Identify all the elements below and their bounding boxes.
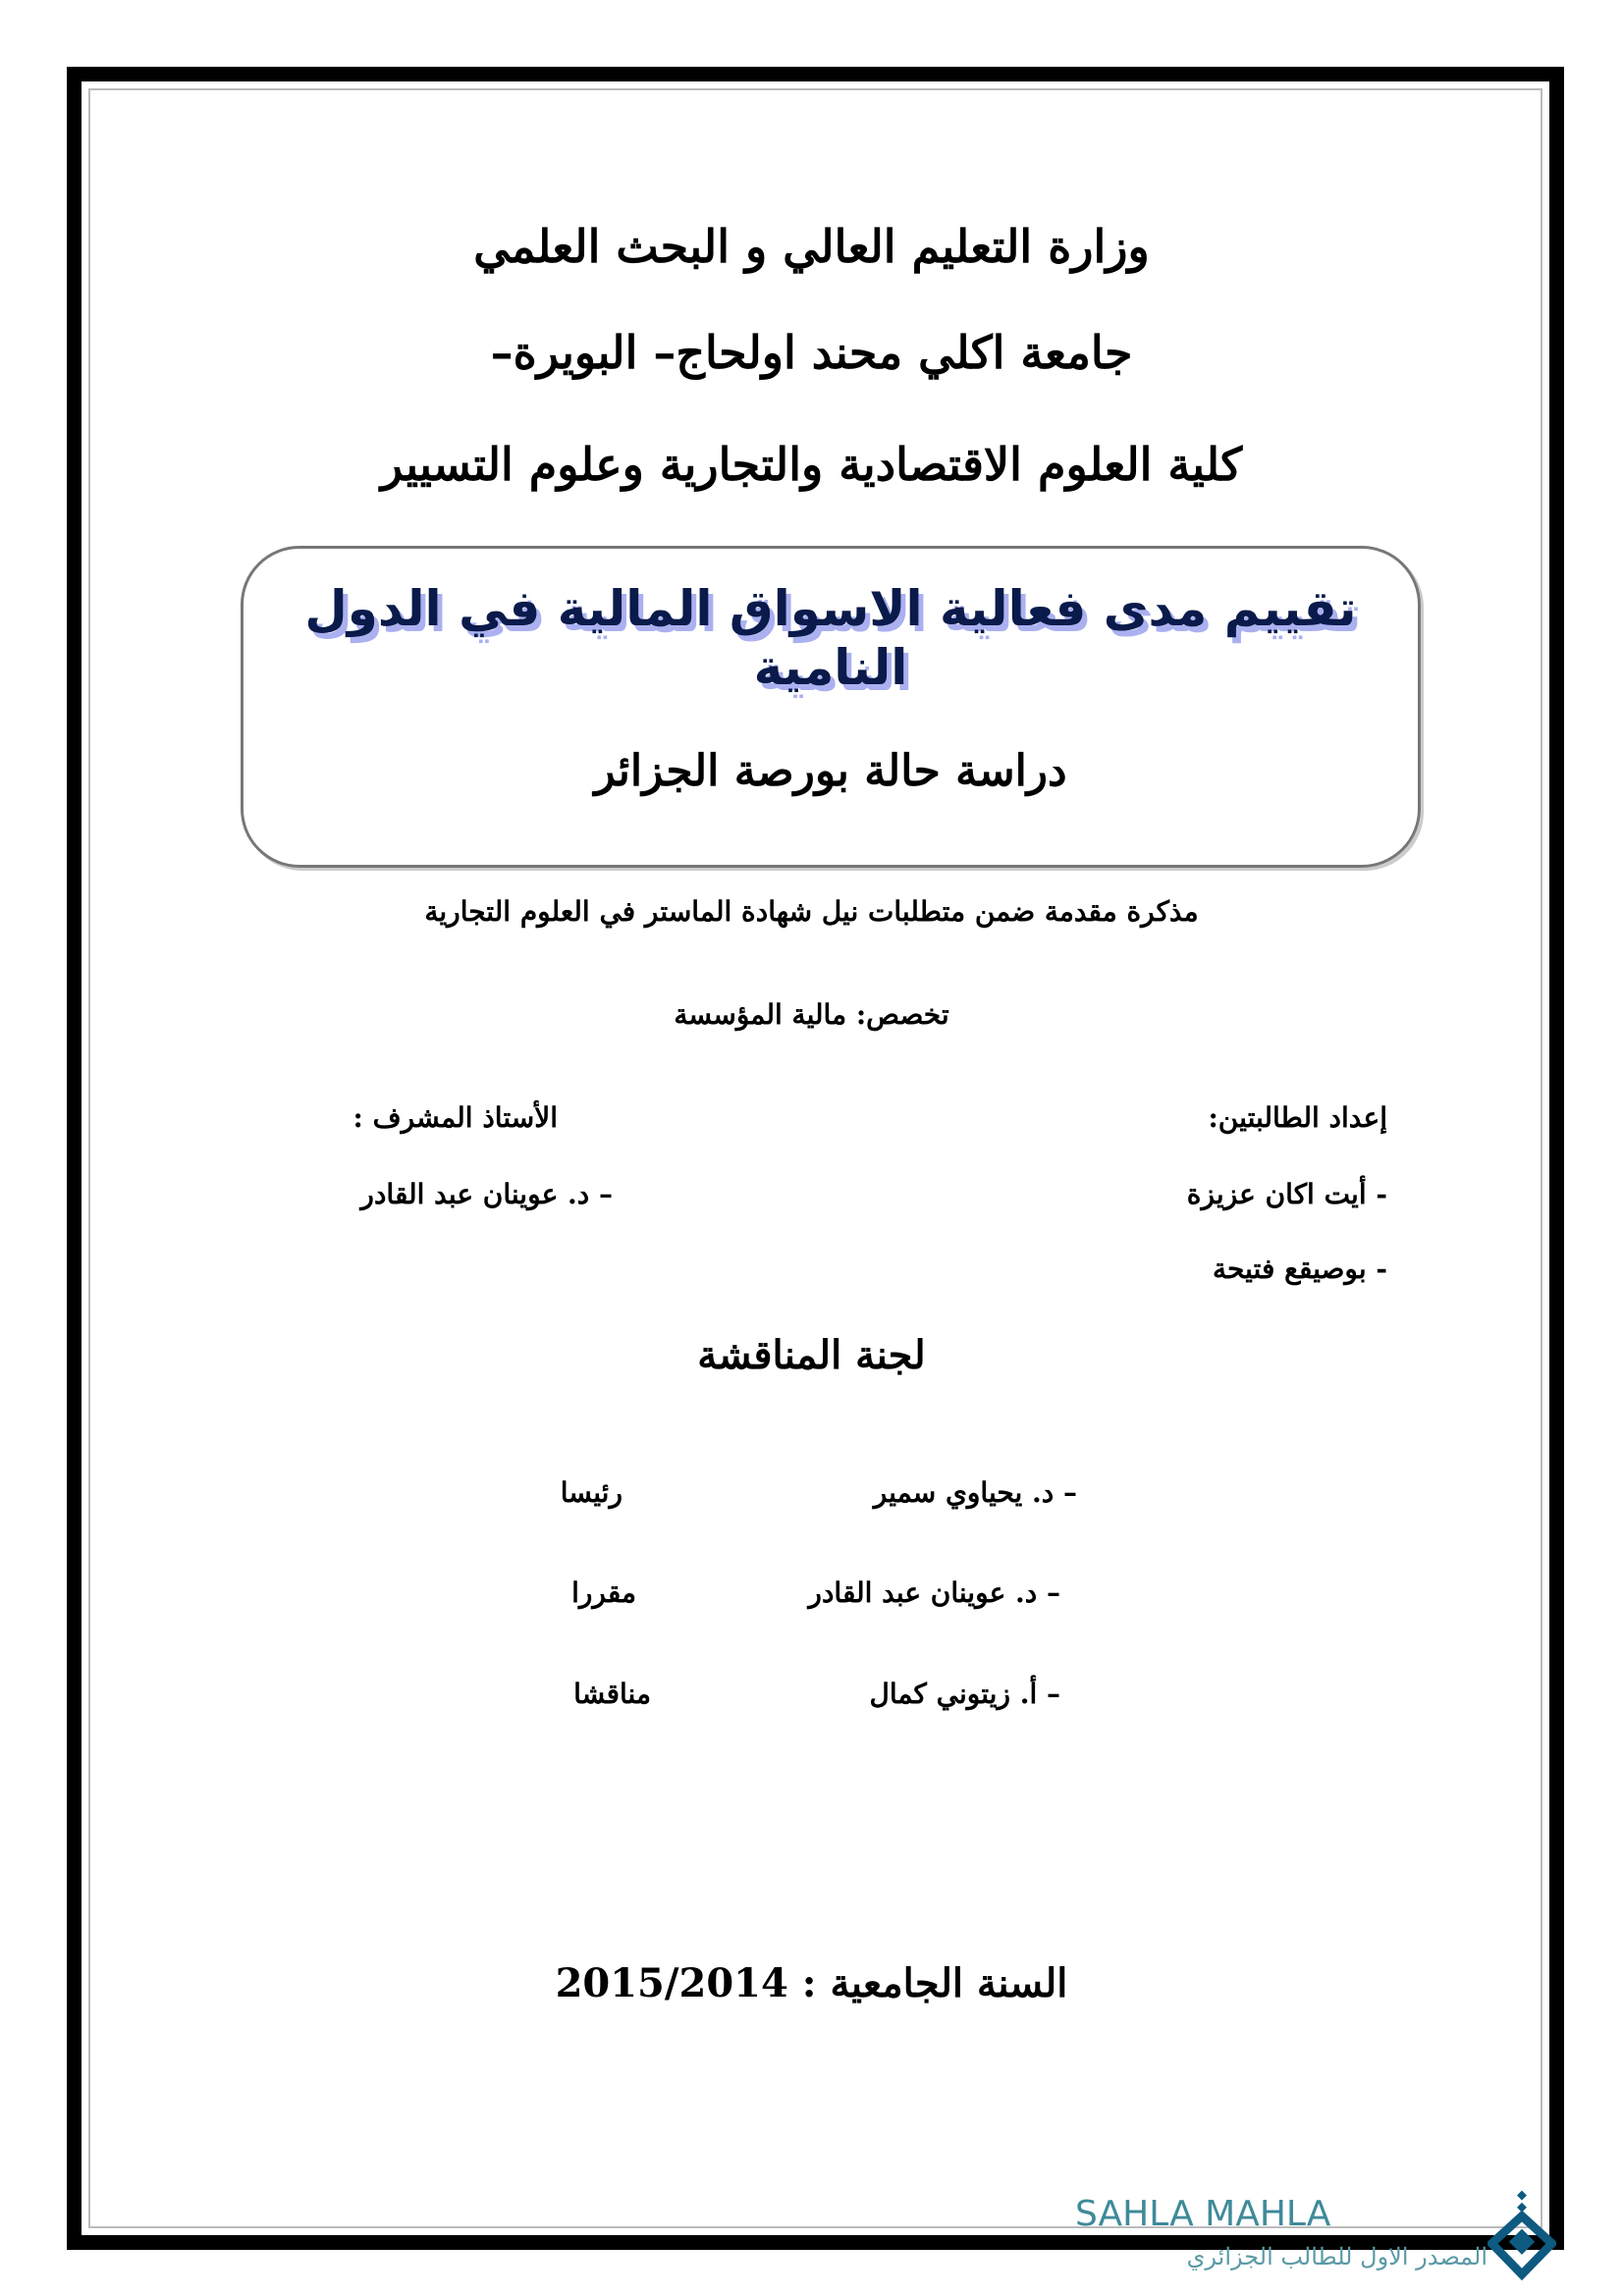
academic-year: السنة الجامعية : 2015/2014	[555, 1960, 1068, 2006]
supervisor-name: – د. عوينان عبد القادر	[360, 1178, 613, 1210]
committee-member-role: رئيسا	[560, 1476, 622, 1509]
committee-member-role: مقررا	[571, 1576, 636, 1609]
student-name: - أيت اكان عزيزة	[1186, 1178, 1387, 1210]
sahla-mahla-watermark	[1075, 2194, 1566, 2282]
specialty: تخصص: مالية المؤسسة	[674, 998, 949, 1031]
calligraphy-logo-icon	[1488, 2184, 1556, 2282]
thesis-subtitle: دراسة حالة بورصة الجزائر	[594, 746, 1067, 796]
committee-member-role: مناقشا	[573, 1678, 651, 1710]
students-label: إعداد الطالبتين:	[1208, 1101, 1387, 1134]
committee-member-name: – د. عوينان عبد القادر	[808, 1576, 1060, 1609]
ministry-name: وزارة التعليم العالي و البحث العلمي	[473, 220, 1150, 273]
watermark-brand: SAHLA MAHLA	[1075, 2194, 1331, 2234]
memo-statement: مذكرة مقدمة ضمن متطلبات نيل شهادة الماستر في العلوم التجارية	[424, 895, 1199, 928]
committee-title: لجنة المناقشة	[697, 1332, 926, 1378]
thesis-title: تقييم مدى فعالية الاسواق المالية في الدول النامية	[304, 580, 1357, 696]
faculty-name: كلية العلوم الاقتصادية والتجارية وعلوم التسيير	[380, 438, 1243, 491]
page-border-inner	[88, 88, 1542, 2228]
committee-member-name: – د. يحياوي سمير	[873, 1476, 1077, 1509]
student-name: - بوصيقع فتيحة	[1212, 1253, 1387, 1285]
committee-member-name: – أ. زيتوني كمال	[869, 1678, 1060, 1710]
university-name: جامعة اكلي محند اولحاج– البويرة–	[490, 326, 1133, 379]
watermark-tagline: المصدر الاول للطالب الجزائري	[1186, 2243, 1488, 2270]
supervisor-label: الأستاذ المشرف :	[352, 1101, 558, 1134]
